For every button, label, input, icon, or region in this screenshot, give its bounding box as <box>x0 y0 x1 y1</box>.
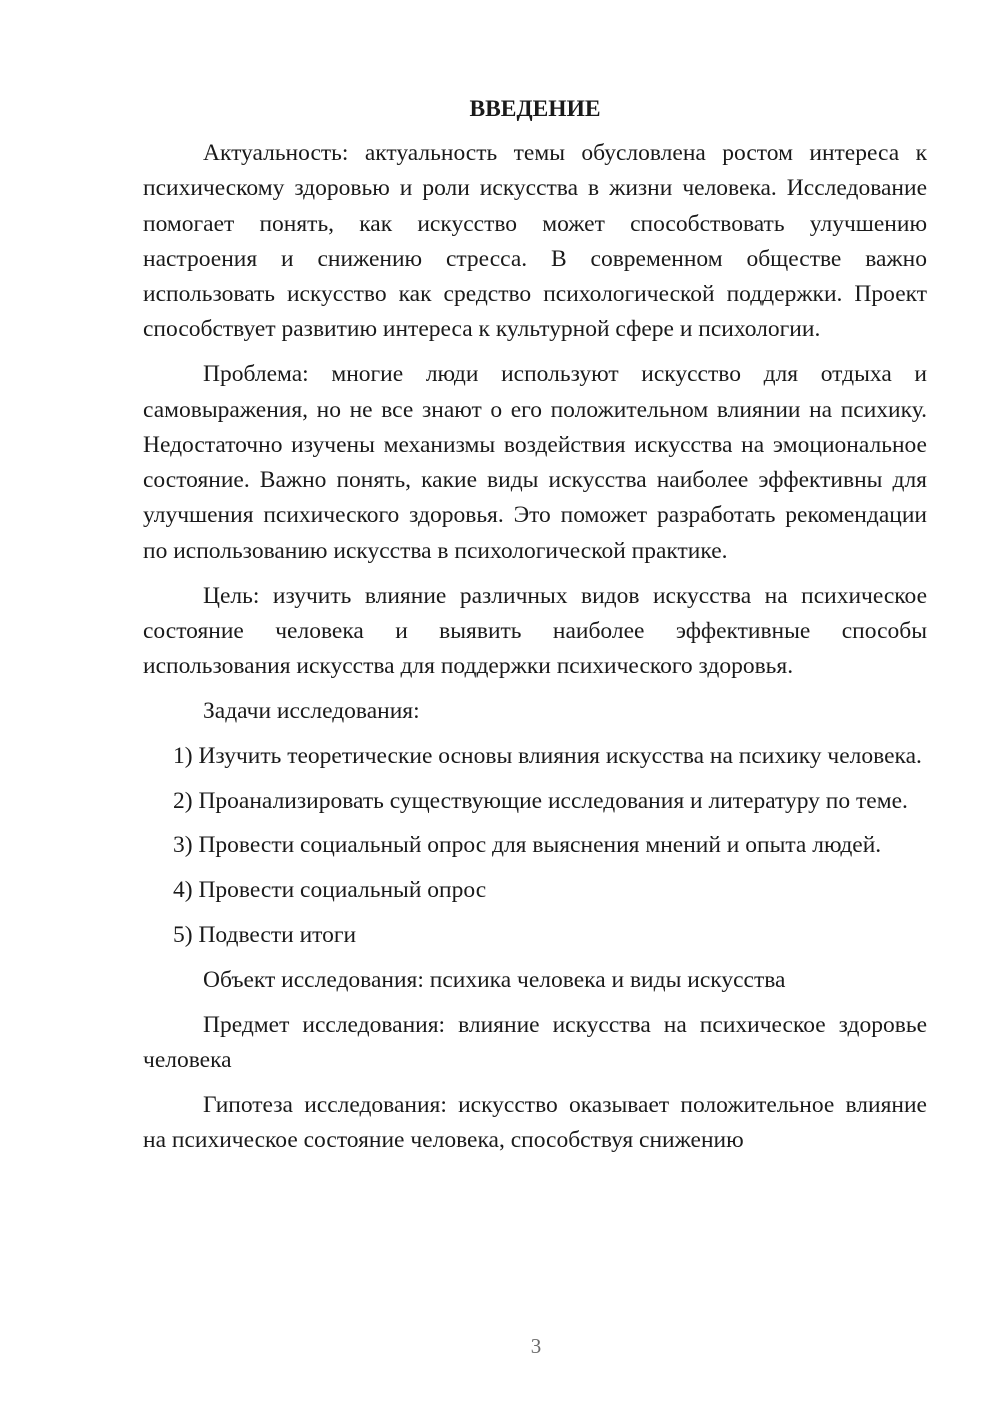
section-title: ВВЕДЕНИЕ <box>469 96 601 122</box>
goal-paragraph: Цель: изучить влияние различных видов искусства на психическое состояние человека и выявить наиболее эффективные способы использования искусства для поддержки психического здоровья. <box>143 582 927 680</box>
problem-paragraph: Проблема: многие люди используют искусство для отдыха и самовыражения, но не все знают о его положительном влиянии на психику. Недостаточно изучены механизмы воздействия искусства на эмоциональное состояние. Важно понять, какие виды искусства наиболее эффективны для улучшения психического здоровья. Это поможет разработать рекомендации по использованию искусства в психологической практике. <box>143 361 927 564</box>
object-paragraph: Объект исследования: психика человека и виды искусства <box>203 966 786 993</box>
task-item-5: 5) Подвести итоги <box>173 921 357 948</box>
task-item-1: 1) Изучить теоретические основы влияния искусства на психику человека. <box>173 742 922 769</box>
task-item-3: 3) Провести социальный опрос для выяснения мнений и опыта людей. <box>173 832 882 859</box>
subject-paragraph: Предмет исследования: влияние искусства на психическое здоровье человека <box>143 1011 927 1073</box>
hypothesis-paragraph: Гипотеза исследования: искусство оказывает положительное влияние на психическое состояние человека, способствуя снижению <box>143 1091 927 1153</box>
relevance-paragraph: Актуальность: актуальность темы обусловлена ростом интереса к психическому здоровью и роли искусства в жизни человека. Исследование помогает понять, как искусство может способствовать улучшению настроения и снижению стресса. В современном обществе важно использовать искусство как средство психологической поддержки. Проект способствует развитию интереса к культурной сфере и психологии. <box>143 140 927 343</box>
task-item-2: 2) Проанализировать существующие исследования и литературу по теме. <box>173 787 908 814</box>
tasks-heading: Задачи исследования: <box>203 697 420 724</box>
page-content <box>143 92 927 1168</box>
task-item-4: 4) Провести социальный опрос <box>173 877 487 904</box>
page-number: 3 <box>530 1334 542 1358</box>
